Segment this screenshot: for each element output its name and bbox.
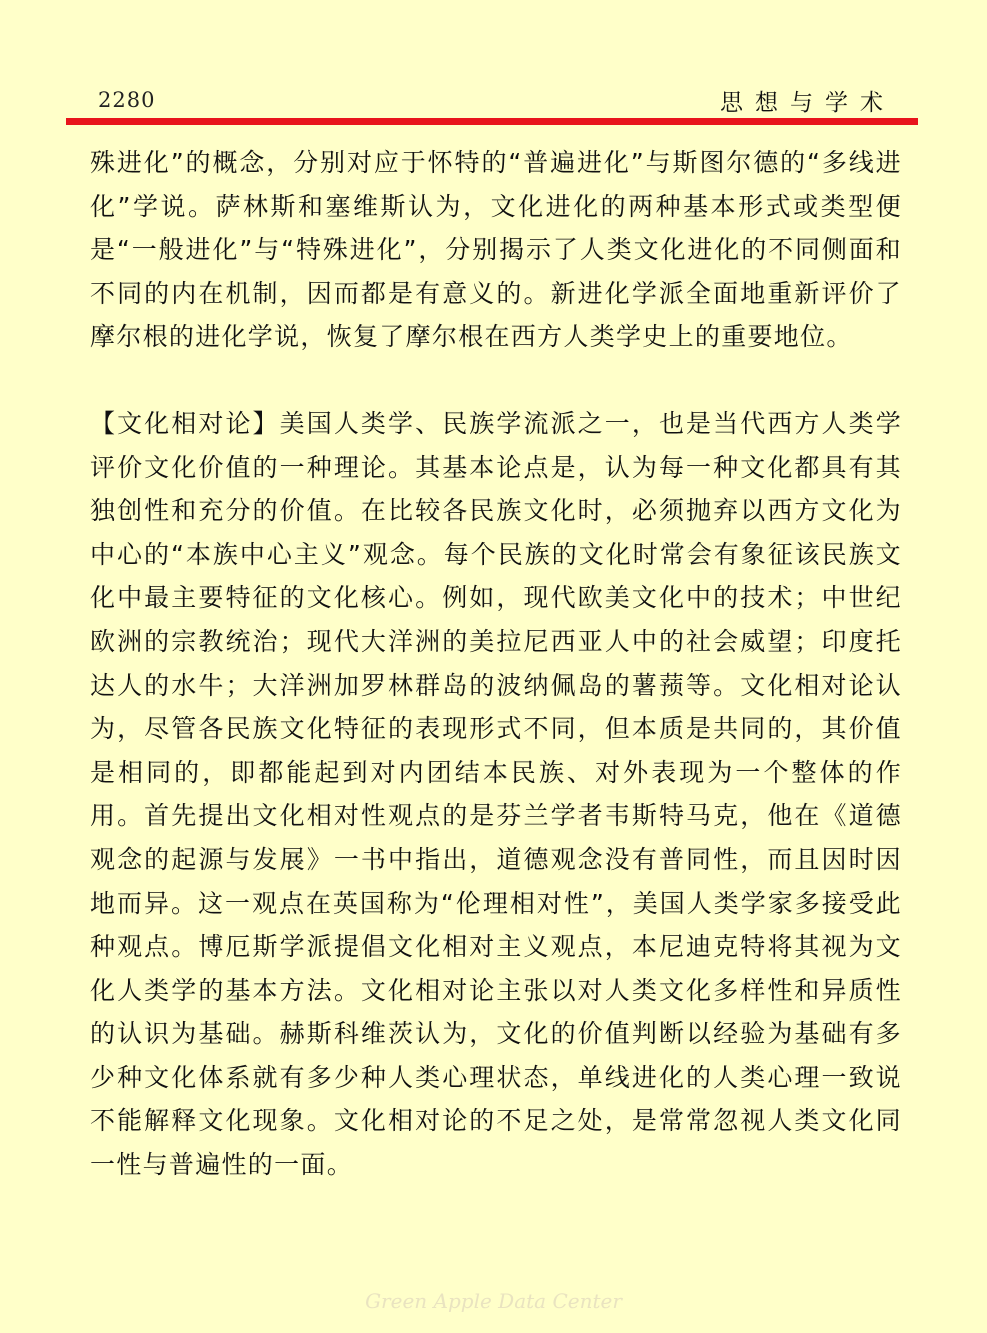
entry-paragraph — [90, 402, 902, 1187]
running-title: 思想与学术 — [720, 90, 895, 116]
page-number: 2280 — [98, 88, 156, 112]
watermark: Green Apple Data Center — [365, 1289, 622, 1313]
header-rule — [66, 118, 918, 125]
article-body — [90, 141, 902, 1187]
paragraph-continued: 殊进化”的概念，分别对应于怀特的“普遍进化”与斯图尔德的“多线进化”学说。萨林斯和塞维斯认为，文化进化的两种基本形式或类型便是“一般进化”与“特殊进化”，分别揭示了人类文化进化的不同侧面和不同的内在机制，因而都是有意义的。新进化学派全面地重新评价了摩尔根的进化学说，恢复了摩尔根在西方人类学史上的重要地位。 — [90, 148, 902, 352]
entry-term: 【文化相对论】 — [90, 408, 280, 438]
entry-text: 美国人类学、民族学流派之一，也是当代西方人类学评价文化价值的一种理论。其基本论点是，认为每一种文化都具有其独创性和充分的价值。在比较各民族文化时，必须抛弃以西方文化为中心的“本族中心主义”观念。每个民族的文化时常会有象征该民族文化中最主要特征的文化核心。例如，现代欧美文化中的技术；中世纪欧洲的宗教统治；现代大洋洲的美拉尼西亚人中的社会威望；印度托达人的水牛；大洋洲加罗林群岛的波纳佩岛的薯蓣等。文化相对论认为，尽管各民族文化特征的表现形式不同，但本质是共同的，其价值是相同的，即都能起到对内团结本民族、对外表现为一个整体的作用。首先提出文化相对性观点的是芬兰学者韦斯特马克，他在《道德观念的起源与发展》一书中指出，道德观念没有普同性，而且因时因地而异。这一观点在英国称为“伦理相对性”，美国人类学家多接受此种观点。博厄斯学派提倡文化相对主义观点，本尼迪克特将其视为文化人类学的基本方法。文化相对论主张以对人类文化多样性和异质性的认识为基础。赫斯科维茨认为，文化的价值判断以经验为基础有多少种文化体系就有多少种人类心理状态，单线进化的人类心理一致说不能解释文化现象。文化相对论的不足之处，是常常忽视人类文化同一性与普遍性的一面。 — [90, 408, 902, 1180]
